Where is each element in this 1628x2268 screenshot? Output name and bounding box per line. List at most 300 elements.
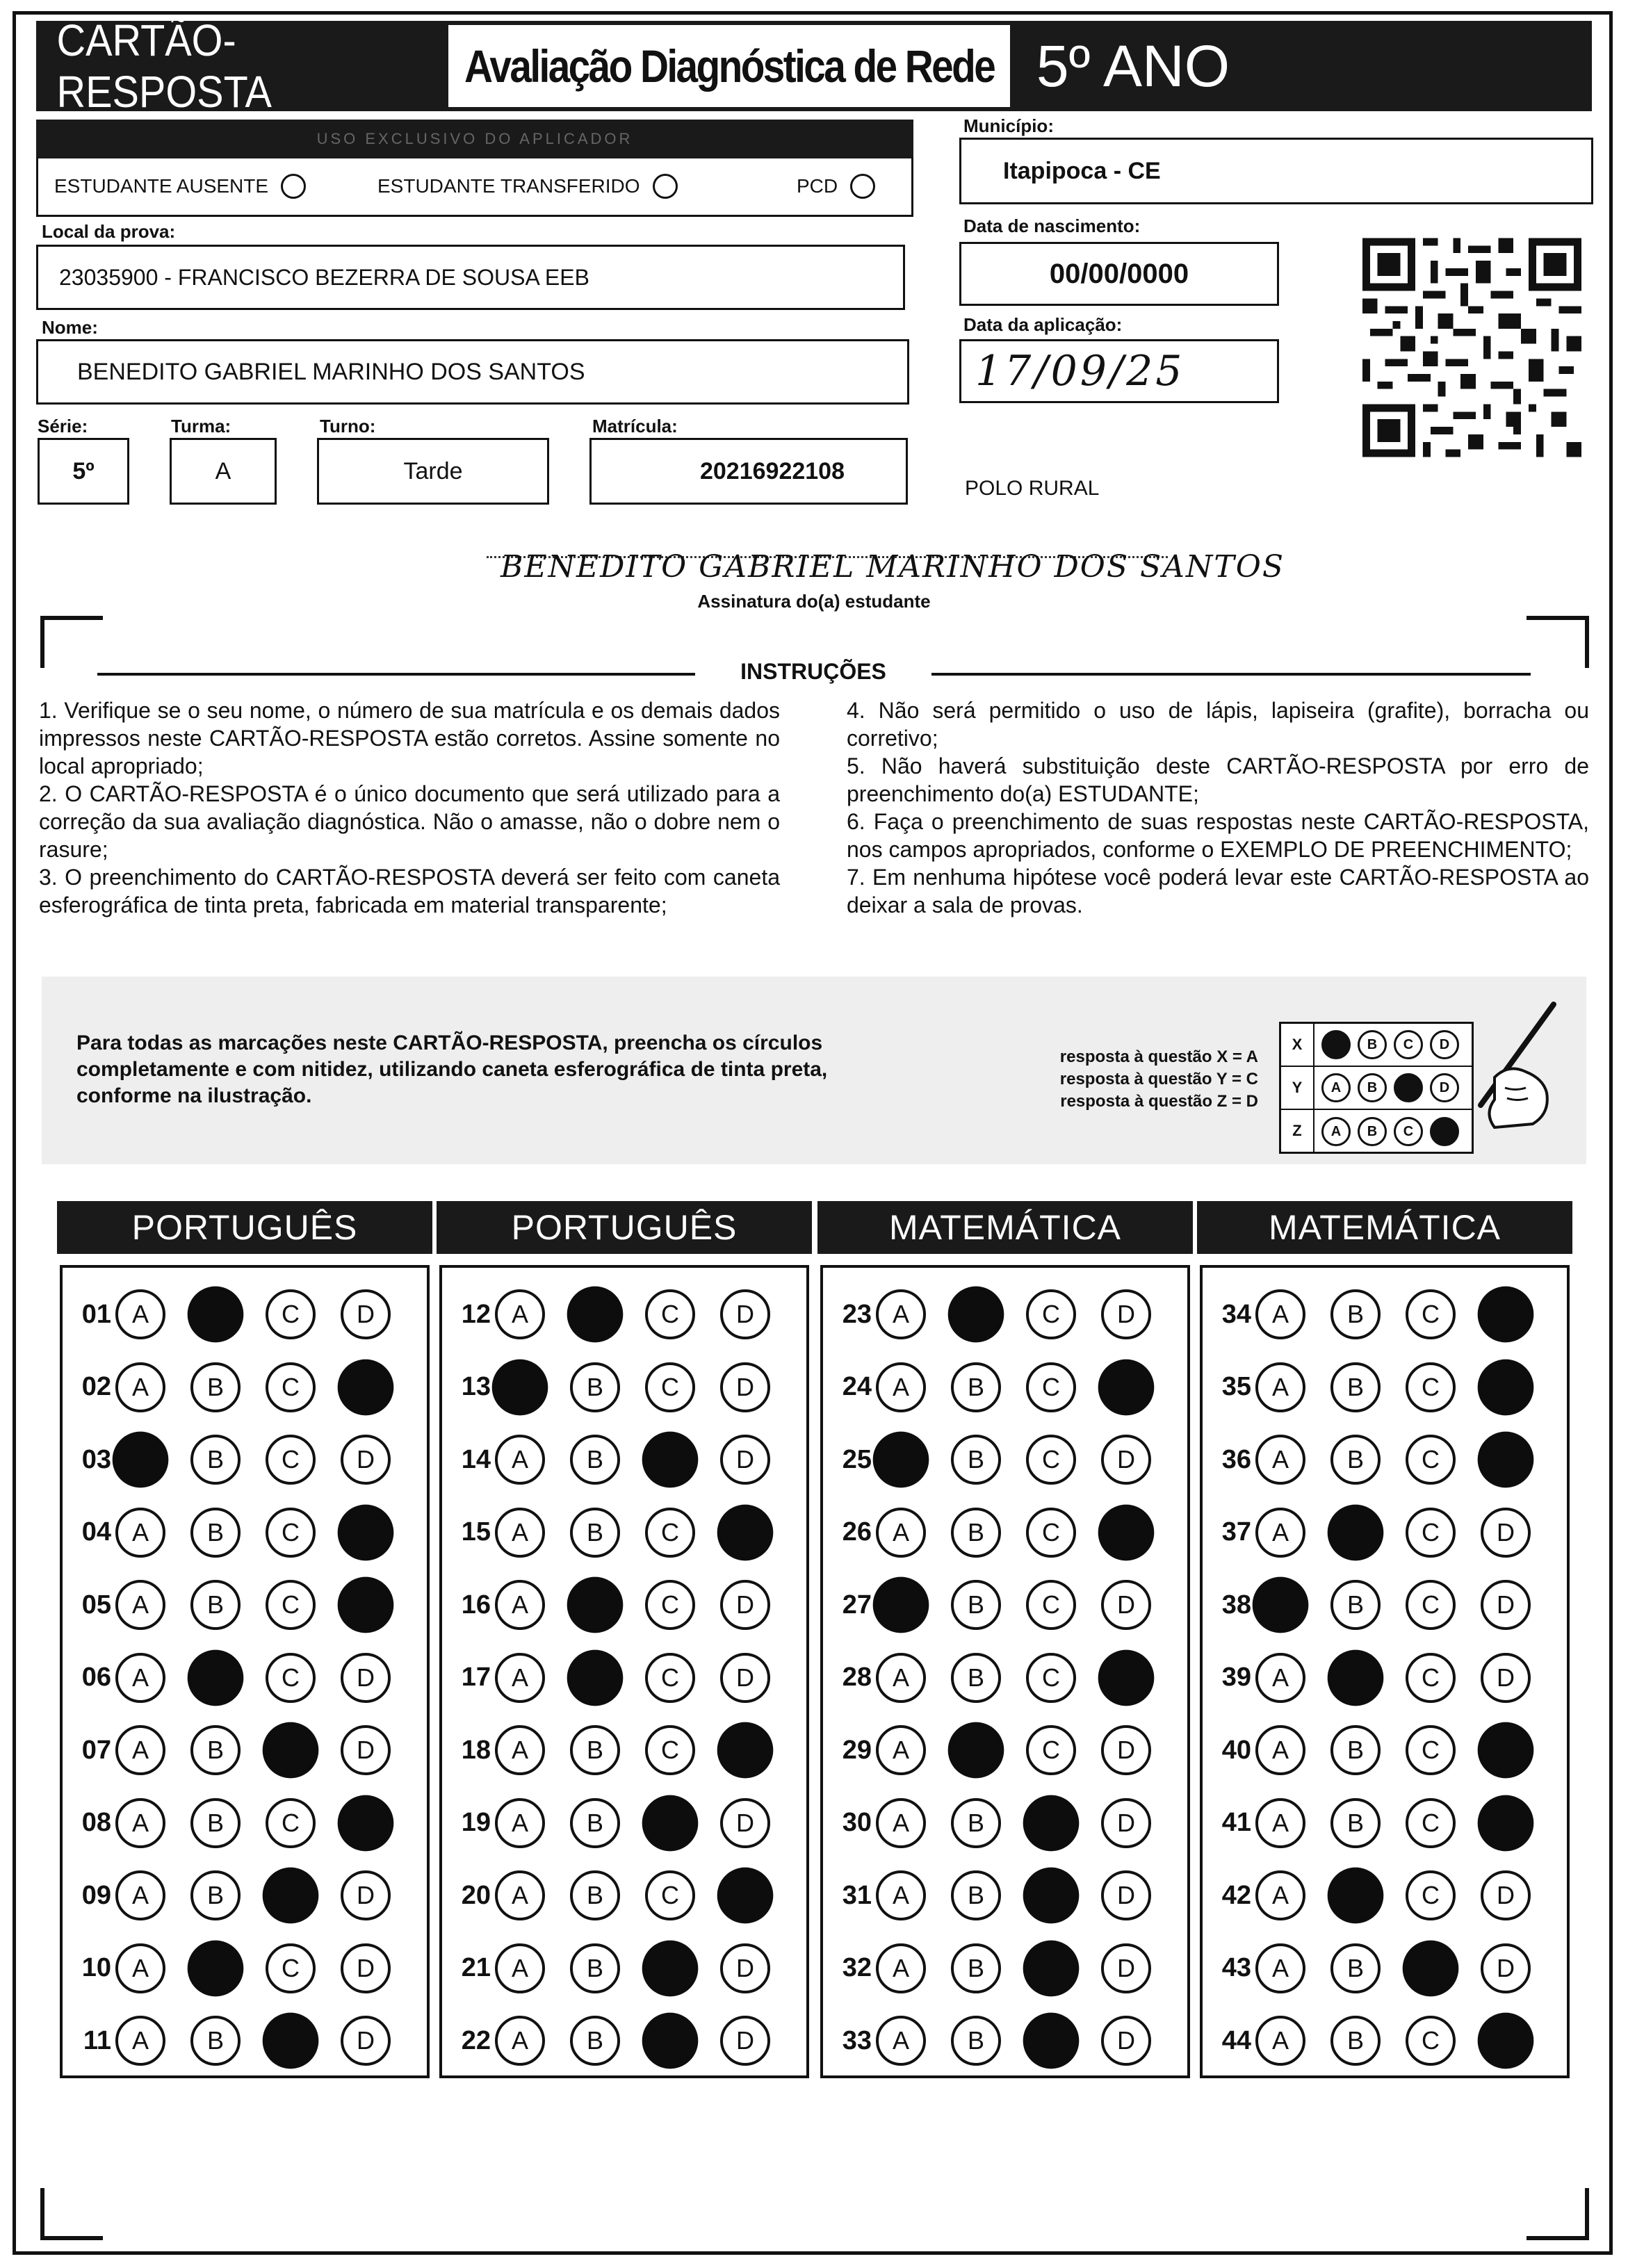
answer-bubble-a[interactable] xyxy=(1255,1943,1305,1993)
bubble-letter: D xyxy=(736,1372,754,1401)
answer-bubble-a[interactable] xyxy=(876,1289,926,1339)
answer-bubble-c[interactable] xyxy=(645,1725,695,1775)
answer-bubble-b[interactable] xyxy=(1330,1362,1381,1412)
answer-bubble-a[interactable] xyxy=(495,1653,545,1703)
answer-bubble-b[interactable] xyxy=(948,1722,1004,1779)
answer-bubble-a[interactable] xyxy=(495,1870,545,1920)
answer-bubble-c[interactable] xyxy=(266,1362,316,1412)
answer-bubble-d[interactable] xyxy=(717,1504,774,1560)
answer-bubble-d[interactable] xyxy=(1481,1508,1531,1558)
answer-bubble-b[interactable] xyxy=(570,2016,620,2066)
answer-bubble-c[interactable] xyxy=(1023,1940,1080,1996)
question-row xyxy=(71,1574,416,1636)
question-row xyxy=(450,1283,795,1346)
answer-bubble-a[interactable] xyxy=(1253,1577,1309,1633)
answer-bubble-b[interactable] xyxy=(1330,1725,1381,1775)
answer-bubble-a[interactable] xyxy=(876,2016,926,2066)
answer-bubble-a[interactable] xyxy=(492,1359,548,1415)
question-number: 09 xyxy=(81,1880,111,1910)
bubble-letter: A xyxy=(1271,1517,1289,1547)
answer-bubble-b[interactable] xyxy=(1330,1798,1381,1848)
bubble-letter: B xyxy=(967,1590,984,1619)
answer-bubble-b[interactable] xyxy=(190,1508,241,1558)
answer-bubble-c[interactable] xyxy=(1026,1725,1076,1775)
answer-bubble-c[interactable] xyxy=(645,1580,695,1630)
section-title: MATEMÁTICA xyxy=(817,1201,1193,1254)
answer-bubble-a[interactable] xyxy=(115,1508,165,1558)
question-row xyxy=(71,2009,416,2072)
answer-bubble-c[interactable] xyxy=(1023,1868,1080,1924)
example-bubble xyxy=(1394,1073,1423,1102)
answer-bubble-b[interactable] xyxy=(570,1798,620,1848)
answer-bubble-b[interactable] xyxy=(190,1870,241,1920)
answer-bubble-a[interactable] xyxy=(495,2016,545,2066)
answer-bubble-d[interactable] xyxy=(1478,2013,1534,2069)
answer-bubble-c[interactable] xyxy=(1023,1795,1080,1851)
question-row xyxy=(71,1428,416,1491)
question-row xyxy=(71,1937,416,2000)
bubble-letter: A xyxy=(1271,1808,1289,1837)
bubble-letter: A xyxy=(892,1663,909,1692)
answer-bubble-d[interactable] xyxy=(720,1798,770,1848)
bubble-letter: A xyxy=(131,1372,149,1401)
answer-bubble-b[interactable] xyxy=(190,2016,241,2066)
answer-bubble-c[interactable] xyxy=(1026,1289,1076,1339)
question-row xyxy=(450,1719,795,1781)
answer-bubble-b[interactable] xyxy=(948,1287,1004,1343)
bubble-letter: A xyxy=(511,1953,528,1982)
answer-bubble-c[interactable] xyxy=(266,1580,316,1630)
answer-bubble-d[interactable] xyxy=(341,1725,391,1775)
answer-bubble-a[interactable] xyxy=(1255,1798,1305,1848)
answer-bubble-c[interactable] xyxy=(266,1508,316,1558)
bubble-letter: B xyxy=(967,1372,984,1401)
answer-bubble-d[interactable] xyxy=(341,2016,391,2066)
section-title: MATEMÁTICA xyxy=(1197,1201,1572,1254)
bubble-letter: C xyxy=(1042,1372,1060,1401)
bubble-letter: B xyxy=(967,1663,984,1692)
bubble-letter: C xyxy=(661,1517,679,1547)
answer-bubble-c[interactable] xyxy=(1406,1435,1456,1485)
answer-bubble-c[interactable] xyxy=(645,1870,695,1920)
bubble-letter: C xyxy=(1422,1808,1440,1837)
instructions-right xyxy=(847,696,1589,919)
answer-bubble-d[interactable] xyxy=(1098,1504,1155,1560)
answer-bubble-c[interactable] xyxy=(642,1940,699,1996)
answer-bubble-d[interactable] xyxy=(720,1435,770,1485)
answer-bubble-a[interactable] xyxy=(495,1943,545,1993)
question-number: 23 xyxy=(842,1299,872,1329)
answer-bubble-a[interactable] xyxy=(876,1870,926,1920)
local-label: Local da prova: xyxy=(42,221,176,242)
question-row xyxy=(450,1937,795,2000)
answer-bubble-d[interactable] xyxy=(1478,1722,1534,1779)
question-number: 11 xyxy=(83,2025,111,2055)
answer-bubble-d[interactable] xyxy=(1101,1798,1151,1848)
question-row xyxy=(831,1792,1176,1854)
bubble-letter: C xyxy=(1422,2026,1440,2055)
answer-bubble-c[interactable] xyxy=(263,1722,319,1779)
answer-bubble-c[interactable] xyxy=(1406,1653,1456,1703)
answer-bubble-d[interactable] xyxy=(720,2016,770,2066)
example-text: Para todas as marcações neste CARTÃO-RESPOSTA, preencha os círculos completamente e com nitidez, utilizando caneta esferográfica de tinta preta, conforme na ilustração. xyxy=(76,1031,828,1107)
bubble-letter: B xyxy=(206,2026,224,2055)
instruction-7: 7. Em nenhuma hipótese você poderá levar este CARTÃO-RESPOSTA ao deixar a sala de provas. xyxy=(847,865,1589,917)
answer-bubble-b[interactable] xyxy=(570,1362,620,1412)
bubble-letter: D xyxy=(736,1663,754,1692)
pen-hand-icon xyxy=(1467,1001,1564,1133)
bubble-letter: C xyxy=(1422,1517,1440,1547)
bubble-letter: A xyxy=(892,2026,909,2055)
answer-bubble-b[interactable] xyxy=(951,1580,1001,1630)
answer-bubble-a[interactable] xyxy=(1255,1870,1305,1920)
bubble-letter: A xyxy=(511,1590,528,1619)
answer-bubble-a[interactable] xyxy=(873,1577,929,1633)
answer-bubble-c[interactable] xyxy=(1026,1580,1076,1630)
transferred-checkbox[interactable] xyxy=(653,174,678,199)
answer-bubble-b[interactable] xyxy=(1330,1289,1381,1339)
answer-bubble-d[interactable] xyxy=(1478,1287,1534,1343)
bubble-letter: C xyxy=(1422,1736,1440,1764)
answer-bubble-c[interactable] xyxy=(1406,1362,1456,1412)
answer-bubble-b[interactable] xyxy=(951,1798,1001,1848)
question-number: 29 xyxy=(842,1735,872,1765)
bubble-letter: B xyxy=(967,1517,984,1547)
question-number: 27 xyxy=(842,1590,872,1620)
answer-bubble-d[interactable] xyxy=(341,1435,391,1485)
answer-bubble-b[interactable] xyxy=(570,1435,620,1485)
answer-bubble-b[interactable] xyxy=(1330,1435,1381,1485)
answer-bubble-d[interactable] xyxy=(1481,1870,1531,1920)
answer-bubble-d[interactable] xyxy=(341,1870,391,1920)
answer-bubble-c[interactable] xyxy=(642,2013,699,2069)
answer-bubble-a[interactable] xyxy=(876,1508,926,1558)
answer-bubble-d[interactable] xyxy=(341,1653,391,1703)
bubble-letter: B xyxy=(967,1808,984,1837)
answer-bubble-c[interactable] xyxy=(1406,1580,1456,1630)
bubble-letter: D xyxy=(736,1953,754,1982)
answer-bubble-c[interactable] xyxy=(642,1432,699,1488)
answer-bubble-b[interactable] xyxy=(570,1870,620,1920)
instruction-3: 3. O preenchimento do CARTÃO-RESPOSTA deverá ser feito com caneta esferográfica de tinta preta, fabricada em material transparente; xyxy=(39,865,780,917)
answer-bubble-c[interactable] xyxy=(645,1289,695,1339)
answer-bubble-d[interactable] xyxy=(1098,1649,1155,1706)
question-number: 04 xyxy=(81,1517,111,1547)
question-row xyxy=(831,1501,1176,1564)
absent-option[interactable] xyxy=(54,174,306,199)
bubble-letter: A xyxy=(131,1300,149,1328)
answer-bubble-a[interactable] xyxy=(876,1798,926,1848)
bubble-letter: A xyxy=(1271,2026,1289,2055)
question-row xyxy=(71,1356,416,1419)
question-row xyxy=(1211,1647,1556,1709)
answer-bubble-d[interactable] xyxy=(717,1722,774,1779)
answer-bubble-d[interactable] xyxy=(338,1577,394,1633)
bubble-letter: A xyxy=(511,2026,528,2055)
bubble-letter: B xyxy=(967,1445,984,1474)
answer-bubble-d[interactable] xyxy=(1101,1870,1151,1920)
answer-bubble-d[interactable] xyxy=(1101,1943,1151,1993)
answer-bubble-b[interactable] xyxy=(188,1940,244,1996)
answer-bubble-d[interactable] xyxy=(1101,1435,1151,1485)
answer-bubble-a[interactable] xyxy=(1255,1362,1305,1412)
answer-bubble-c[interactable] xyxy=(1406,1289,1456,1339)
answer-bubble-b[interactable] xyxy=(1328,1868,1384,1924)
answer-bubble-b[interactable] xyxy=(1328,1504,1384,1560)
answer-bubble-d[interactable] xyxy=(1478,1795,1534,1851)
answer-bubble-d[interactable] xyxy=(717,1868,774,1924)
bubble-letter: A xyxy=(511,1808,528,1837)
bubble-letter: B xyxy=(586,2026,603,2055)
answer-bubble-d[interactable] xyxy=(720,1580,770,1630)
answer-bubble-d[interactable] xyxy=(1101,1725,1151,1775)
answer-bubble-a[interactable] xyxy=(876,1653,926,1703)
answer-bubble-d[interactable] xyxy=(341,1943,391,1993)
answer-bubble-c[interactable] xyxy=(1406,1798,1456,1848)
answer-bubble-b[interactable] xyxy=(951,1653,1001,1703)
question-row xyxy=(1211,1428,1556,1491)
question-row xyxy=(450,2009,795,2072)
bubble-letter: B xyxy=(1346,1590,1364,1619)
answer-bubble-b[interactable] xyxy=(1328,1649,1384,1706)
bubble-letter: B xyxy=(206,1372,224,1401)
answer-bubble-b[interactable] xyxy=(570,1508,620,1558)
answer-bubble-a[interactable] xyxy=(1255,1725,1305,1775)
answer-bubble-b[interactable] xyxy=(951,2016,1001,2066)
pcd-checkbox[interactable] xyxy=(850,174,875,199)
bubble-letter: D xyxy=(357,2026,375,2055)
answer-bubble-d[interactable] xyxy=(1101,2016,1151,2066)
answer-bubble-c[interactable] xyxy=(1026,1508,1076,1558)
answer-bubble-a[interactable] xyxy=(495,1580,545,1630)
bubble-letter: D xyxy=(1497,1663,1515,1692)
transferred-option[interactable] xyxy=(377,174,678,199)
answer-bubble-d[interactable] xyxy=(1098,1359,1155,1415)
bubble-letter: C xyxy=(1422,1445,1440,1474)
bubble-letter: C xyxy=(661,1590,679,1619)
answer-bubble-a[interactable] xyxy=(115,1943,165,1993)
serie-label: Série: xyxy=(38,416,88,437)
signature-caption: Assinatura do(a) estudante xyxy=(697,591,931,612)
answer-bubble-c[interactable] xyxy=(645,1508,695,1558)
pcd-option[interactable] xyxy=(797,174,875,199)
answer-bubble-b[interactable] xyxy=(567,1577,624,1633)
question-row xyxy=(71,1501,416,1564)
answer-bubble-c[interactable] xyxy=(266,1435,316,1485)
question-number: 16 xyxy=(461,1590,491,1620)
answer-bubble-a[interactable] xyxy=(115,1725,165,1775)
bubble-letter: A xyxy=(131,1953,149,1982)
answer-bubble-b[interactable] xyxy=(951,1508,1001,1558)
bubble-letter: A xyxy=(511,1736,528,1764)
turma-field: A xyxy=(170,438,277,505)
answer-bubble-b[interactable] xyxy=(567,1287,624,1343)
bubble-letter: B xyxy=(206,1808,224,1837)
bubble-letter: B xyxy=(586,1736,603,1764)
answer-bubble-a[interactable] xyxy=(1255,2016,1305,2066)
answer-bubble-a[interactable] xyxy=(115,2016,165,2066)
answer-bubble-c[interactable] xyxy=(266,1798,316,1848)
bubble-letter: C xyxy=(661,1300,679,1328)
answer-bubble-b[interactable] xyxy=(570,1725,620,1775)
bubble-letter: A xyxy=(511,1445,528,1474)
question-number: 20 xyxy=(461,1880,491,1910)
answer-bubble-c[interactable] xyxy=(1406,1725,1456,1775)
answer-bubble-c[interactable] xyxy=(1403,1940,1459,1996)
answer-bubble-b[interactable] xyxy=(567,1649,624,1706)
question-number: 22 xyxy=(461,2025,491,2055)
answer-bubble-a[interactable] xyxy=(876,1943,926,1993)
answer-bubble-d[interactable] xyxy=(338,1795,394,1851)
example-bubble: A xyxy=(1321,1073,1351,1102)
question-row xyxy=(450,1356,795,1419)
question-row xyxy=(831,1574,1176,1636)
instruction-1: 1. Verifique se o seu nome, o número de sua matrícula e os demais dados impressos neste CARTÃO-RESPOSTA estão corretos. Assine somente no local apropriado; xyxy=(39,698,780,778)
answer-bubble-d[interactable] xyxy=(1481,1580,1531,1630)
instructions-title: INSTRUÇÕES xyxy=(695,659,931,685)
bubble-letter: D xyxy=(736,1300,754,1328)
answer-bubble-b[interactable] xyxy=(951,1943,1001,1993)
bubble-letter: B xyxy=(1346,1808,1364,1837)
answer-bubble-d[interactable] xyxy=(1478,1359,1534,1415)
answer-bubble-a[interactable] xyxy=(115,1580,165,1630)
answer-bubble-d[interactable] xyxy=(1481,1653,1531,1703)
answer-bubble-d[interactable] xyxy=(720,1943,770,1993)
answer-bubble-d[interactable] xyxy=(1101,1580,1151,1630)
answer-bubble-c[interactable] xyxy=(1026,1362,1076,1412)
answer-bubble-b[interactable] xyxy=(570,1943,620,1993)
serie-field: 5º xyxy=(38,438,129,505)
bubble-letter: B xyxy=(586,1372,603,1401)
example-grid xyxy=(1279,1022,1474,1154)
answer-bubble-a[interactable] xyxy=(495,1725,545,1775)
answer-bubble-a[interactable] xyxy=(1255,1289,1305,1339)
bubble-letter: B xyxy=(586,1953,603,1982)
answer-bubble-a[interactable] xyxy=(115,1362,165,1412)
bubble-letter: D xyxy=(1117,1300,1135,1328)
bubble-letter: D xyxy=(357,1953,375,1982)
answer-bubble-a[interactable] xyxy=(1255,1435,1305,1485)
bubble-letter: B xyxy=(586,1881,603,1909)
answer-bubble-b[interactable] xyxy=(188,1287,244,1343)
answer-bubble-b[interactable] xyxy=(190,1725,241,1775)
pcd-label: PCD xyxy=(797,175,838,197)
question-row xyxy=(450,1864,795,1927)
answer-bubble-b[interactable] xyxy=(1330,1943,1381,1993)
answer-bubble-a[interactable] xyxy=(873,1432,929,1488)
polo-label: POLO RURAL xyxy=(965,477,1100,500)
question-row xyxy=(71,1719,416,1781)
answer-bubble-c[interactable] xyxy=(263,2013,319,2069)
answer-bubble-a[interactable] xyxy=(495,1798,545,1848)
question-number: 39 xyxy=(1221,1663,1251,1692)
bubble-letter: C xyxy=(282,1445,300,1474)
answer-bubble-a[interactable] xyxy=(876,1362,926,1412)
bubble-letter: A xyxy=(1271,1736,1289,1764)
answer-bubble-a[interactable] xyxy=(495,1289,545,1339)
answer-bubble-d[interactable] xyxy=(341,1289,391,1339)
answer-bubble-c[interactable] xyxy=(645,1362,695,1412)
example-row-label: X xyxy=(1281,1024,1314,1066)
bubble-letter: C xyxy=(661,1372,679,1401)
answer-bubble-b[interactable] xyxy=(951,1435,1001,1485)
answer-bubble-c[interactable] xyxy=(1406,1870,1456,1920)
answer-bubble-a[interactable] xyxy=(495,1435,545,1485)
answer-bubble-b[interactable] xyxy=(951,1362,1001,1412)
answer-bubble-c[interactable] xyxy=(1026,1435,1076,1485)
example-row xyxy=(1281,1110,1472,1153)
answer-bubble-b[interactable] xyxy=(951,1870,1001,1920)
answer-bubble-c[interactable] xyxy=(642,1795,699,1851)
answer-bubble-d[interactable] xyxy=(338,1359,394,1415)
turno-field: Tarde xyxy=(317,438,549,505)
instruction-2: 2. O CARTÃO-RESPOSTA é o único documento que será utilizado para a correção da sua avaliação diagnóstica. Não o amasse, não o dobre nem o rasure; xyxy=(39,781,780,862)
answer-bubble-c[interactable] xyxy=(1406,1508,1456,1558)
answer-bubble-a[interactable] xyxy=(495,1508,545,1558)
answer-bubble-d[interactable] xyxy=(1478,1432,1534,1488)
absent-checkbox[interactable] xyxy=(281,174,306,199)
answer-bubble-b[interactable] xyxy=(188,1649,244,1706)
answer-bubble-b[interactable] xyxy=(190,1362,241,1412)
instruction-4: 4. Não será permitido o uso de lápis, lapiseira (grafite), borracha ou corretivo; xyxy=(847,698,1589,751)
answer-bubble-a[interactable] xyxy=(1255,1508,1305,1558)
answer-bubble-b[interactable] xyxy=(1330,1580,1381,1630)
answer-bubble-c[interactable] xyxy=(1406,2016,1456,2066)
answer-bubble-b[interactable] xyxy=(1330,2016,1381,2066)
answer-bubble-c[interactable] xyxy=(263,1868,319,1924)
question-number: 38 xyxy=(1221,1590,1251,1620)
answer-bubble-c[interactable] xyxy=(266,1289,316,1339)
answer-bubble-c[interactable] xyxy=(1023,2013,1080,2069)
bubble-letter: A xyxy=(1271,1445,1289,1474)
answer-bubble-a[interactable] xyxy=(113,1432,169,1488)
answer-bubble-d[interactable] xyxy=(338,1504,394,1560)
instruction-5: 5. Não haverá substituição deste CARTÃO-RESPOSTA por erro de preenchimento do(a) ESTUDANTE; xyxy=(847,753,1589,806)
answer-bubble-a[interactable] xyxy=(115,1653,165,1703)
answer-bubble-a[interactable] xyxy=(1255,1653,1305,1703)
question-number: 25 xyxy=(842,1444,872,1474)
answer-bubble-d[interactable] xyxy=(720,1362,770,1412)
answer-bubble-c[interactable] xyxy=(266,1943,316,1993)
question-row xyxy=(831,1283,1176,1346)
example-bubble: A xyxy=(1321,1117,1351,1146)
school-use-band: USO EXCLUSIVO DO APLICADOR xyxy=(36,120,913,158)
bubble-letter: C xyxy=(1042,1445,1060,1474)
example-bubble: C xyxy=(1394,1117,1423,1146)
answer-bubble-c[interactable] xyxy=(1026,1653,1076,1703)
question-number: 35 xyxy=(1221,1372,1251,1401)
answer-bubble-d[interactable] xyxy=(1101,1289,1151,1339)
answer-bubble-d[interactable] xyxy=(1481,1943,1531,1993)
answer-bubble-b[interactable] xyxy=(190,1435,241,1485)
bubble-letter: A xyxy=(131,1808,149,1837)
answer-bubble-a[interactable] xyxy=(115,1798,165,1848)
turno-label: Turno: xyxy=(320,416,376,437)
answer-bubble-d[interactable] xyxy=(720,1653,770,1703)
question-number: 34 xyxy=(1221,1299,1251,1329)
bubble-letter: B xyxy=(206,1881,224,1909)
answer-bubble-b[interactable] xyxy=(190,1580,241,1630)
answer-bubble-a[interactable] xyxy=(115,1870,165,1920)
answer-bubble-b[interactable] xyxy=(190,1798,241,1848)
answer-bubble-c[interactable] xyxy=(266,1653,316,1703)
answer-bubble-c[interactable] xyxy=(645,1653,695,1703)
answer-bubble-d[interactable] xyxy=(720,1289,770,1339)
question-number: 28 xyxy=(842,1663,872,1692)
bubble-letter: A xyxy=(511,1517,528,1547)
answer-bubble-a[interactable] xyxy=(876,1725,926,1775)
answer-bubble-a[interactable] xyxy=(115,1289,165,1339)
